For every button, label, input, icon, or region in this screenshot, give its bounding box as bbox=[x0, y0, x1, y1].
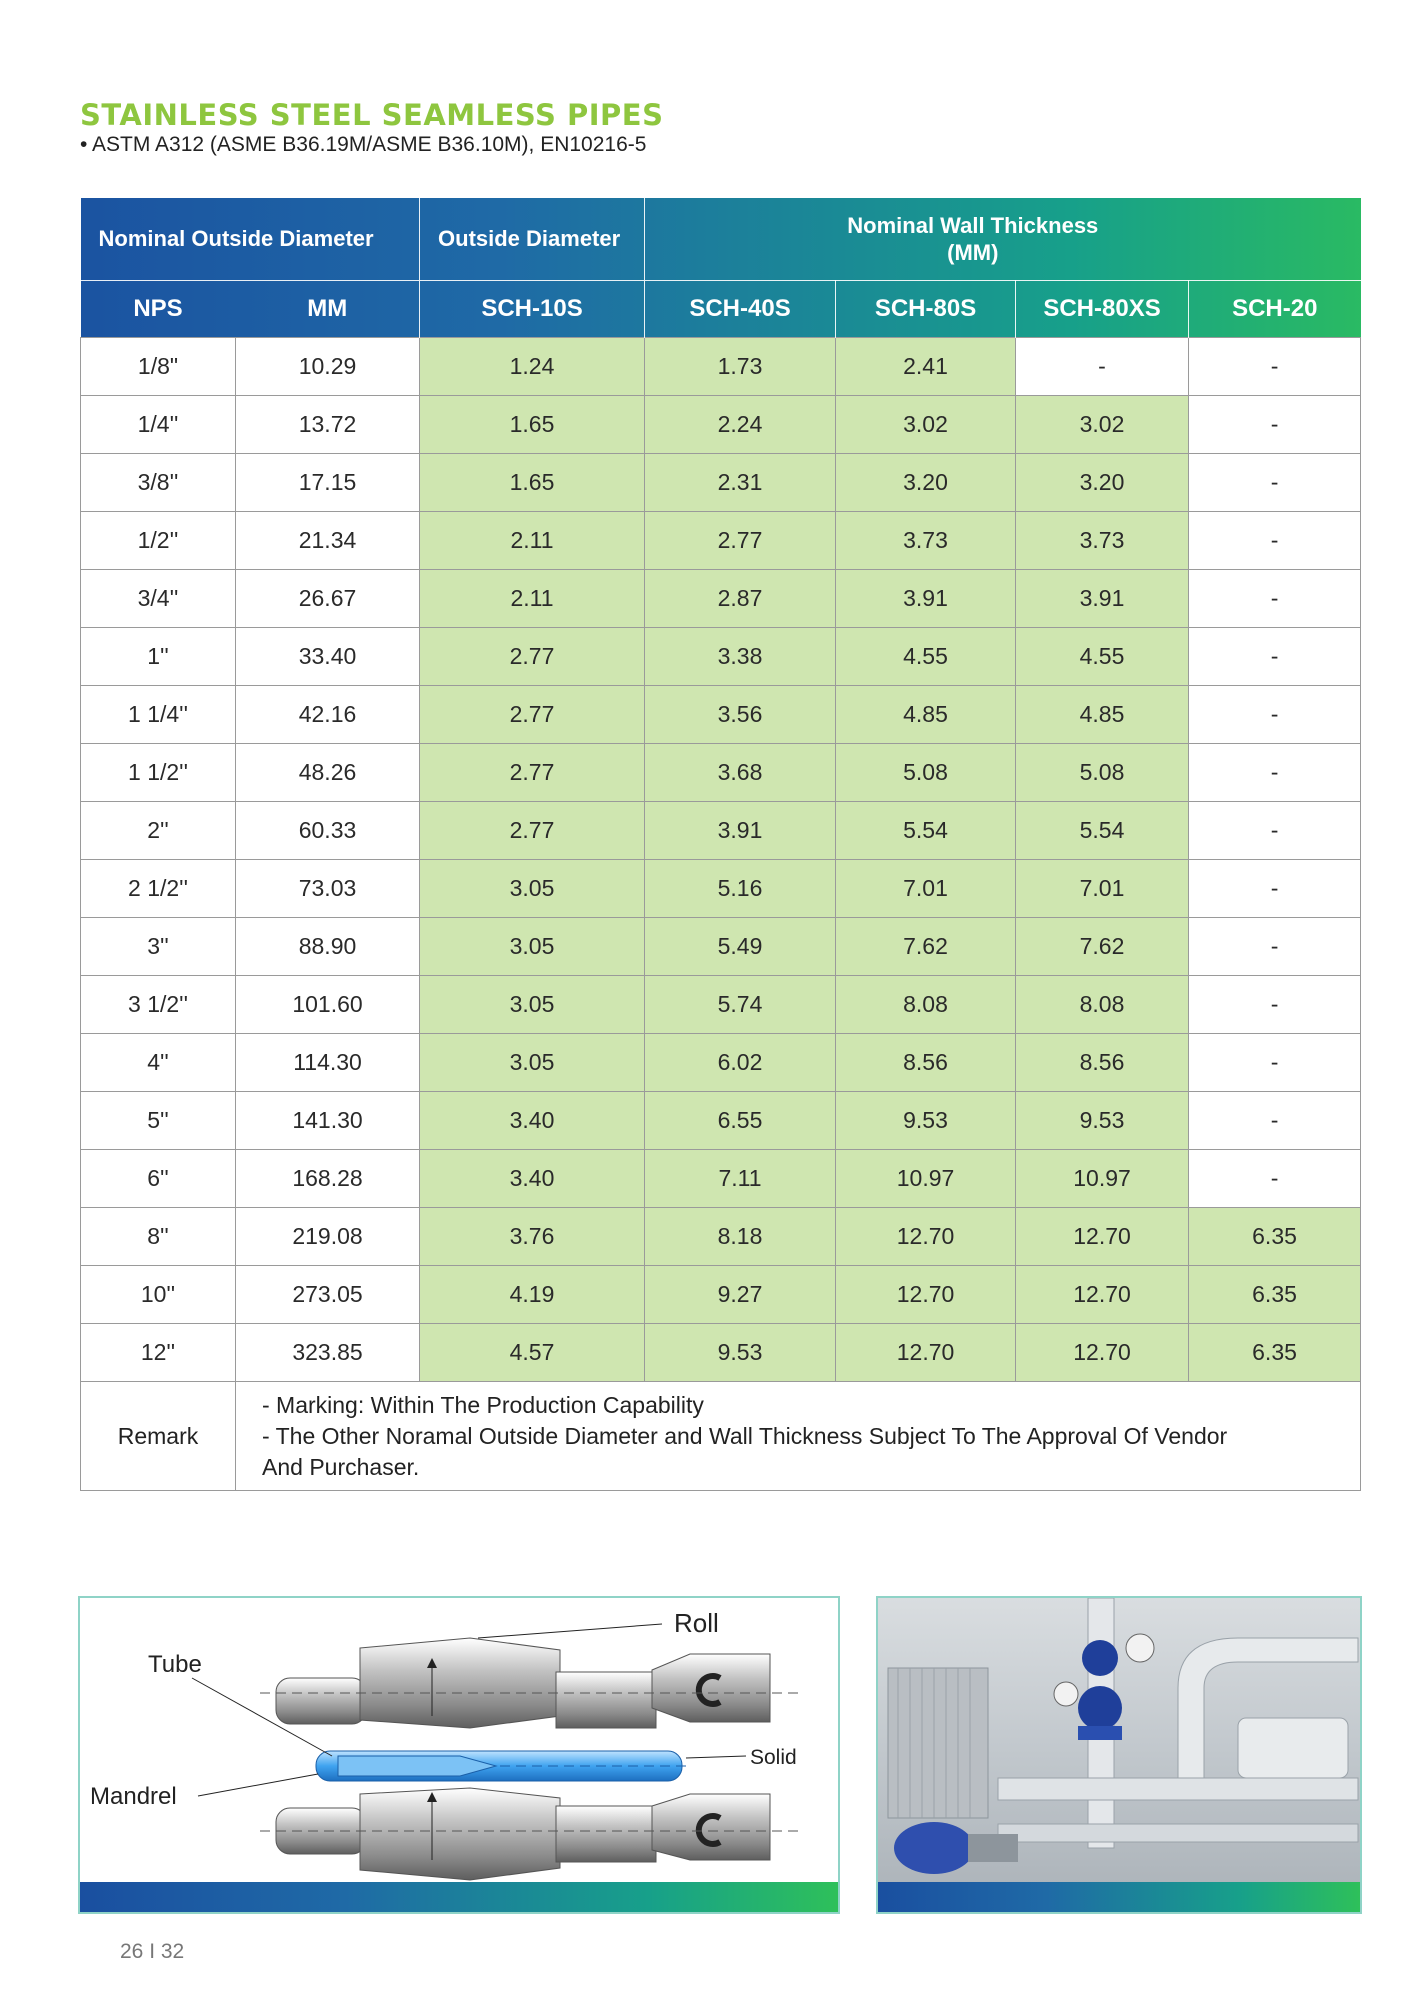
cell-sch-40s: 1.73 bbox=[645, 338, 836, 396]
cell-sch-80xs: 3.02 bbox=[1016, 396, 1189, 454]
cell-sch-40s: 3.56 bbox=[645, 686, 836, 744]
cell-sch-20: 6.35 bbox=[1189, 1324, 1361, 1382]
cell-sch-40s: 3.38 bbox=[645, 628, 836, 686]
col-sch-10s: SCH-10S bbox=[420, 281, 645, 338]
cell-sch-10s: 3.76 bbox=[420, 1208, 645, 1266]
cell-sch-20: - bbox=[1189, 1034, 1361, 1092]
table-row bbox=[81, 338, 1361, 396]
piercing-diagram bbox=[80, 1598, 838, 1884]
piping-illustration bbox=[878, 1598, 1360, 1884]
cell-nps: 2'' bbox=[81, 802, 236, 860]
pipe-spec-table bbox=[80, 198, 1361, 1491]
cell-sch-80xs: - bbox=[1016, 338, 1189, 396]
cell-sch-80s: 4.85 bbox=[836, 686, 1016, 744]
cell-mm: 10.29 bbox=[236, 338, 420, 396]
table-row bbox=[81, 1034, 1361, 1092]
cell-sch-20: - bbox=[1189, 1150, 1361, 1208]
upper-roll bbox=[260, 1638, 800, 1728]
label-tube: Tube bbox=[148, 1651, 202, 1678]
table-row bbox=[81, 454, 1361, 512]
cell-sch-80xs: 4.85 bbox=[1016, 686, 1189, 744]
table-row bbox=[81, 628, 1361, 686]
label-mandrel: Mandrel bbox=[90, 1783, 177, 1810]
cell-sch-80xs: 5.54 bbox=[1016, 802, 1189, 860]
cell-nps: 8'' bbox=[81, 1208, 236, 1266]
tube-and-mandrel bbox=[316, 1751, 690, 1781]
table-row bbox=[81, 802, 1361, 860]
cell-sch-10s: 3.05 bbox=[420, 860, 645, 918]
cell-mm: 114.30 bbox=[236, 1034, 420, 1092]
label-solid: Solid bbox=[750, 1746, 797, 1769]
cell-mm: 141.30 bbox=[236, 1092, 420, 1150]
cell-sch-80xs: 7.62 bbox=[1016, 918, 1189, 976]
table-row bbox=[81, 1150, 1361, 1208]
cell-sch-20: - bbox=[1189, 802, 1361, 860]
cell-sch-40s: 2.77 bbox=[645, 512, 836, 570]
panel-color-bar bbox=[80, 1882, 838, 1912]
cell-sch-10s: 2.11 bbox=[420, 570, 645, 628]
col-sch-40s: SCH-40S bbox=[645, 281, 836, 338]
table-row bbox=[81, 1324, 1361, 1382]
table-row bbox=[81, 686, 1361, 744]
cell-mm: 101.60 bbox=[236, 976, 420, 1034]
cell-sch-20: - bbox=[1189, 454, 1361, 512]
cell-mm: 60.33 bbox=[236, 802, 420, 860]
remark-line: - The Other Noramal Outside Diameter and Wall Thickness Subject To The Approval Of Vendor bbox=[262, 1422, 1228, 1449]
cell-sch-80s: 12.70 bbox=[836, 1324, 1016, 1382]
cell-sch-80s: 4.55 bbox=[836, 628, 1016, 686]
cell-nps: 3/8'' bbox=[81, 454, 236, 512]
cell-sch-80xs: 8.08 bbox=[1016, 976, 1189, 1034]
cell-sch-20: - bbox=[1189, 396, 1361, 454]
cell-sch-40s: 3.68 bbox=[645, 744, 836, 802]
cell-nps: 12'' bbox=[81, 1324, 236, 1382]
table-row bbox=[81, 860, 1361, 918]
cell-sch-80s: 12.70 bbox=[836, 1266, 1016, 1324]
cell-sch-80xs: 3.91 bbox=[1016, 570, 1189, 628]
cell-sch-20: 6.35 bbox=[1189, 1266, 1361, 1324]
column-header-row bbox=[81, 281, 1361, 338]
cell-sch-40s: 2.24 bbox=[645, 396, 836, 454]
piping-photo-panel bbox=[876, 1596, 1362, 1914]
cell-sch-80s: 3.20 bbox=[836, 454, 1016, 512]
piercing-diagram-panel bbox=[78, 1596, 840, 1914]
page-title: STAINLESS STEEL SEAMLESS PIPES bbox=[80, 98, 664, 132]
header-wall-line1: Nominal Wall Thickness bbox=[847, 213, 1099, 238]
lower-roll bbox=[260, 1788, 800, 1880]
cell-sch-20: - bbox=[1189, 860, 1361, 918]
cell-sch-40s: 6.55 bbox=[645, 1092, 836, 1150]
cell-sch-40s: 6.02 bbox=[645, 1034, 836, 1092]
cell-sch-80xs: 7.01 bbox=[1016, 860, 1189, 918]
cell-sch-40s: 7.11 bbox=[645, 1150, 836, 1208]
cell-sch-80s: 7.01 bbox=[836, 860, 1016, 918]
cell-mm: 273.05 bbox=[236, 1266, 420, 1324]
cell-sch-80xs: 3.20 bbox=[1016, 454, 1189, 512]
table-row bbox=[81, 976, 1361, 1034]
cell-sch-20: - bbox=[1189, 512, 1361, 570]
remark-label: Remark bbox=[81, 1382, 236, 1491]
cell-sch-10s: 3.40 bbox=[420, 1150, 645, 1208]
table-row bbox=[81, 396, 1361, 454]
cell-sch-10s: 4.19 bbox=[420, 1266, 645, 1324]
cell-sch-40s: 5.16 bbox=[645, 860, 836, 918]
col-sch-80xs: SCH-80XS bbox=[1016, 281, 1189, 338]
cell-sch-10s: 2.77 bbox=[420, 628, 645, 686]
cell-sch-20: - bbox=[1189, 338, 1361, 396]
cell-sch-10s: 2.77 bbox=[420, 686, 645, 744]
cell-nps: 1/8" bbox=[81, 338, 236, 396]
header-wall-line2: (MM) bbox=[947, 240, 999, 265]
cell-mm: 48.26 bbox=[236, 744, 420, 802]
cell-nps: 10'' bbox=[81, 1266, 236, 1324]
cell-sch-80xs: 4.55 bbox=[1016, 628, 1189, 686]
cell-sch-10s: 4.57 bbox=[420, 1324, 645, 1382]
cell-sch-80xs: 5.08 bbox=[1016, 744, 1189, 802]
cell-sch-40s: 3.91 bbox=[645, 802, 836, 860]
cell-sch-80s: 10.97 bbox=[836, 1150, 1016, 1208]
cell-sch-10s: 2.77 bbox=[420, 744, 645, 802]
cell-mm: 219.08 bbox=[236, 1208, 420, 1266]
cell-mm: 17.15 bbox=[236, 454, 420, 512]
cell-sch-80s: 3.02 bbox=[836, 396, 1016, 454]
remark-line: - Marking: Within The Production Capability bbox=[262, 1391, 704, 1418]
cell-sch-20: - bbox=[1189, 918, 1361, 976]
cell-sch-20: - bbox=[1189, 1092, 1361, 1150]
table-row bbox=[81, 744, 1361, 802]
cell-sch-20: - bbox=[1189, 686, 1361, 744]
cell-sch-10s: 3.05 bbox=[420, 976, 645, 1034]
cell-sch-40s: 2.87 bbox=[645, 570, 836, 628]
cell-sch-10s: 1.65 bbox=[420, 396, 645, 454]
cell-sch-80xs: 8.56 bbox=[1016, 1034, 1189, 1092]
cell-sch-10s: 3.40 bbox=[420, 1092, 645, 1150]
panel-color-bar bbox=[878, 1882, 1360, 1912]
cell-mm: 73.03 bbox=[236, 860, 420, 918]
header-nominal-od: Nominal Outside Diameter bbox=[81, 198, 420, 281]
cell-sch-80s: 7.62 bbox=[836, 918, 1016, 976]
cell-nps: 6'' bbox=[81, 1150, 236, 1208]
cell-nps: 1 1/2'' bbox=[81, 744, 236, 802]
col-nps: NPS bbox=[81, 281, 236, 338]
cell-sch-80xs: 12.70 bbox=[1016, 1324, 1189, 1382]
header-wall-thickness bbox=[645, 198, 1361, 281]
cell-sch-40s: 5.49 bbox=[645, 918, 836, 976]
cell-sch-80xs: 12.70 bbox=[1016, 1208, 1189, 1266]
cell-nps: 1/4'' bbox=[81, 396, 236, 454]
page-number: 26 I 32 bbox=[120, 1940, 185, 1963]
cell-sch-20: - bbox=[1189, 976, 1361, 1034]
table-row bbox=[81, 918, 1361, 976]
cell-sch-80s: 5.08 bbox=[836, 744, 1016, 802]
cell-nps: 3 1/2'' bbox=[81, 976, 236, 1034]
piping-photo bbox=[878, 1598, 1360, 1884]
cell-sch-80s: 5.54 bbox=[836, 802, 1016, 860]
cell-sch-20: - bbox=[1189, 744, 1361, 802]
cell-sch-80s: 2.41 bbox=[836, 338, 1016, 396]
solid-leader bbox=[686, 1756, 746, 1758]
cell-sch-10s: 2.77 bbox=[420, 802, 645, 860]
mandrel-leader bbox=[198, 1774, 318, 1796]
table-row bbox=[81, 1092, 1361, 1150]
cell-nps: 1'' bbox=[81, 628, 236, 686]
cell-mm: 323.85 bbox=[236, 1324, 420, 1382]
remark-text bbox=[236, 1382, 1361, 1491]
cell-nps: 1 1/4'' bbox=[81, 686, 236, 744]
cell-sch-10s: 3.05 bbox=[420, 918, 645, 976]
cell-sch-20: - bbox=[1189, 570, 1361, 628]
table-row bbox=[81, 1208, 1361, 1266]
cell-mm: 26.67 bbox=[236, 570, 420, 628]
cell-sch-10s: 1.65 bbox=[420, 454, 645, 512]
table-row bbox=[81, 1266, 1361, 1324]
cell-sch-80s: 8.08 bbox=[836, 976, 1016, 1034]
cell-mm: 168.28 bbox=[236, 1150, 420, 1208]
cell-sch-10s: 2.11 bbox=[420, 512, 645, 570]
table-body bbox=[81, 338, 1361, 1491]
group-header-row bbox=[81, 198, 1361, 281]
cell-mm: 88.90 bbox=[236, 918, 420, 976]
cell-sch-80s: 3.73 bbox=[836, 512, 1016, 570]
standards-subtitle: • ASTM A312 (ASME B36.19M/ASME B36.10M), EN10216-5 bbox=[80, 133, 647, 156]
remark-row bbox=[81, 1382, 1361, 1491]
col-mm: MM bbox=[236, 281, 420, 338]
cell-sch-40s: 2.31 bbox=[645, 454, 836, 512]
cell-sch-80xs: 10.97 bbox=[1016, 1150, 1189, 1208]
table-row bbox=[81, 570, 1361, 628]
cell-sch-80xs: 3.73 bbox=[1016, 512, 1189, 570]
cell-sch-80xs: 9.53 bbox=[1016, 1092, 1189, 1150]
cell-nps: 5'' bbox=[81, 1092, 236, 1150]
cell-sch-80xs: 12.70 bbox=[1016, 1266, 1189, 1324]
cell-sch-80s: 12.70 bbox=[836, 1208, 1016, 1266]
cell-mm: 33.40 bbox=[236, 628, 420, 686]
cell-nps: 1/2'' bbox=[81, 512, 236, 570]
col-sch-80s: SCH-80S bbox=[836, 281, 1016, 338]
cell-mm: 21.34 bbox=[236, 512, 420, 570]
cell-sch-10s: 1.24 bbox=[420, 338, 645, 396]
col-sch-20: SCH-20 bbox=[1189, 281, 1361, 338]
cell-mm: 13.72 bbox=[236, 396, 420, 454]
cell-sch-40s: 9.27 bbox=[645, 1266, 836, 1324]
cell-sch-20: 6.35 bbox=[1189, 1208, 1361, 1266]
cell-sch-80s: 8.56 bbox=[836, 1034, 1016, 1092]
header-outside-diameter: Outside Diameter bbox=[420, 198, 645, 281]
cell-sch-80s: 9.53 bbox=[836, 1092, 1016, 1150]
cell-sch-80s: 3.91 bbox=[836, 570, 1016, 628]
cell-nps: 4'' bbox=[81, 1034, 236, 1092]
label-roll: Roll bbox=[674, 1608, 719, 1638]
cell-sch-20: - bbox=[1189, 628, 1361, 686]
cell-mm: 42.16 bbox=[236, 686, 420, 744]
remark-line: And Purchaser. bbox=[262, 1453, 420, 1480]
cell-sch-40s: 5.74 bbox=[645, 976, 836, 1034]
cell-sch-40s: 8.18 bbox=[645, 1208, 836, 1266]
table-row bbox=[81, 512, 1361, 570]
cell-sch-40s: 9.53 bbox=[645, 1324, 836, 1382]
cell-nps: 2 1/2'' bbox=[81, 860, 236, 918]
cell-nps: 3'' bbox=[81, 918, 236, 976]
cell-nps: 3/4'' bbox=[81, 570, 236, 628]
cell-sch-10s: 3.05 bbox=[420, 1034, 645, 1092]
roll-leader bbox=[478, 1624, 662, 1638]
